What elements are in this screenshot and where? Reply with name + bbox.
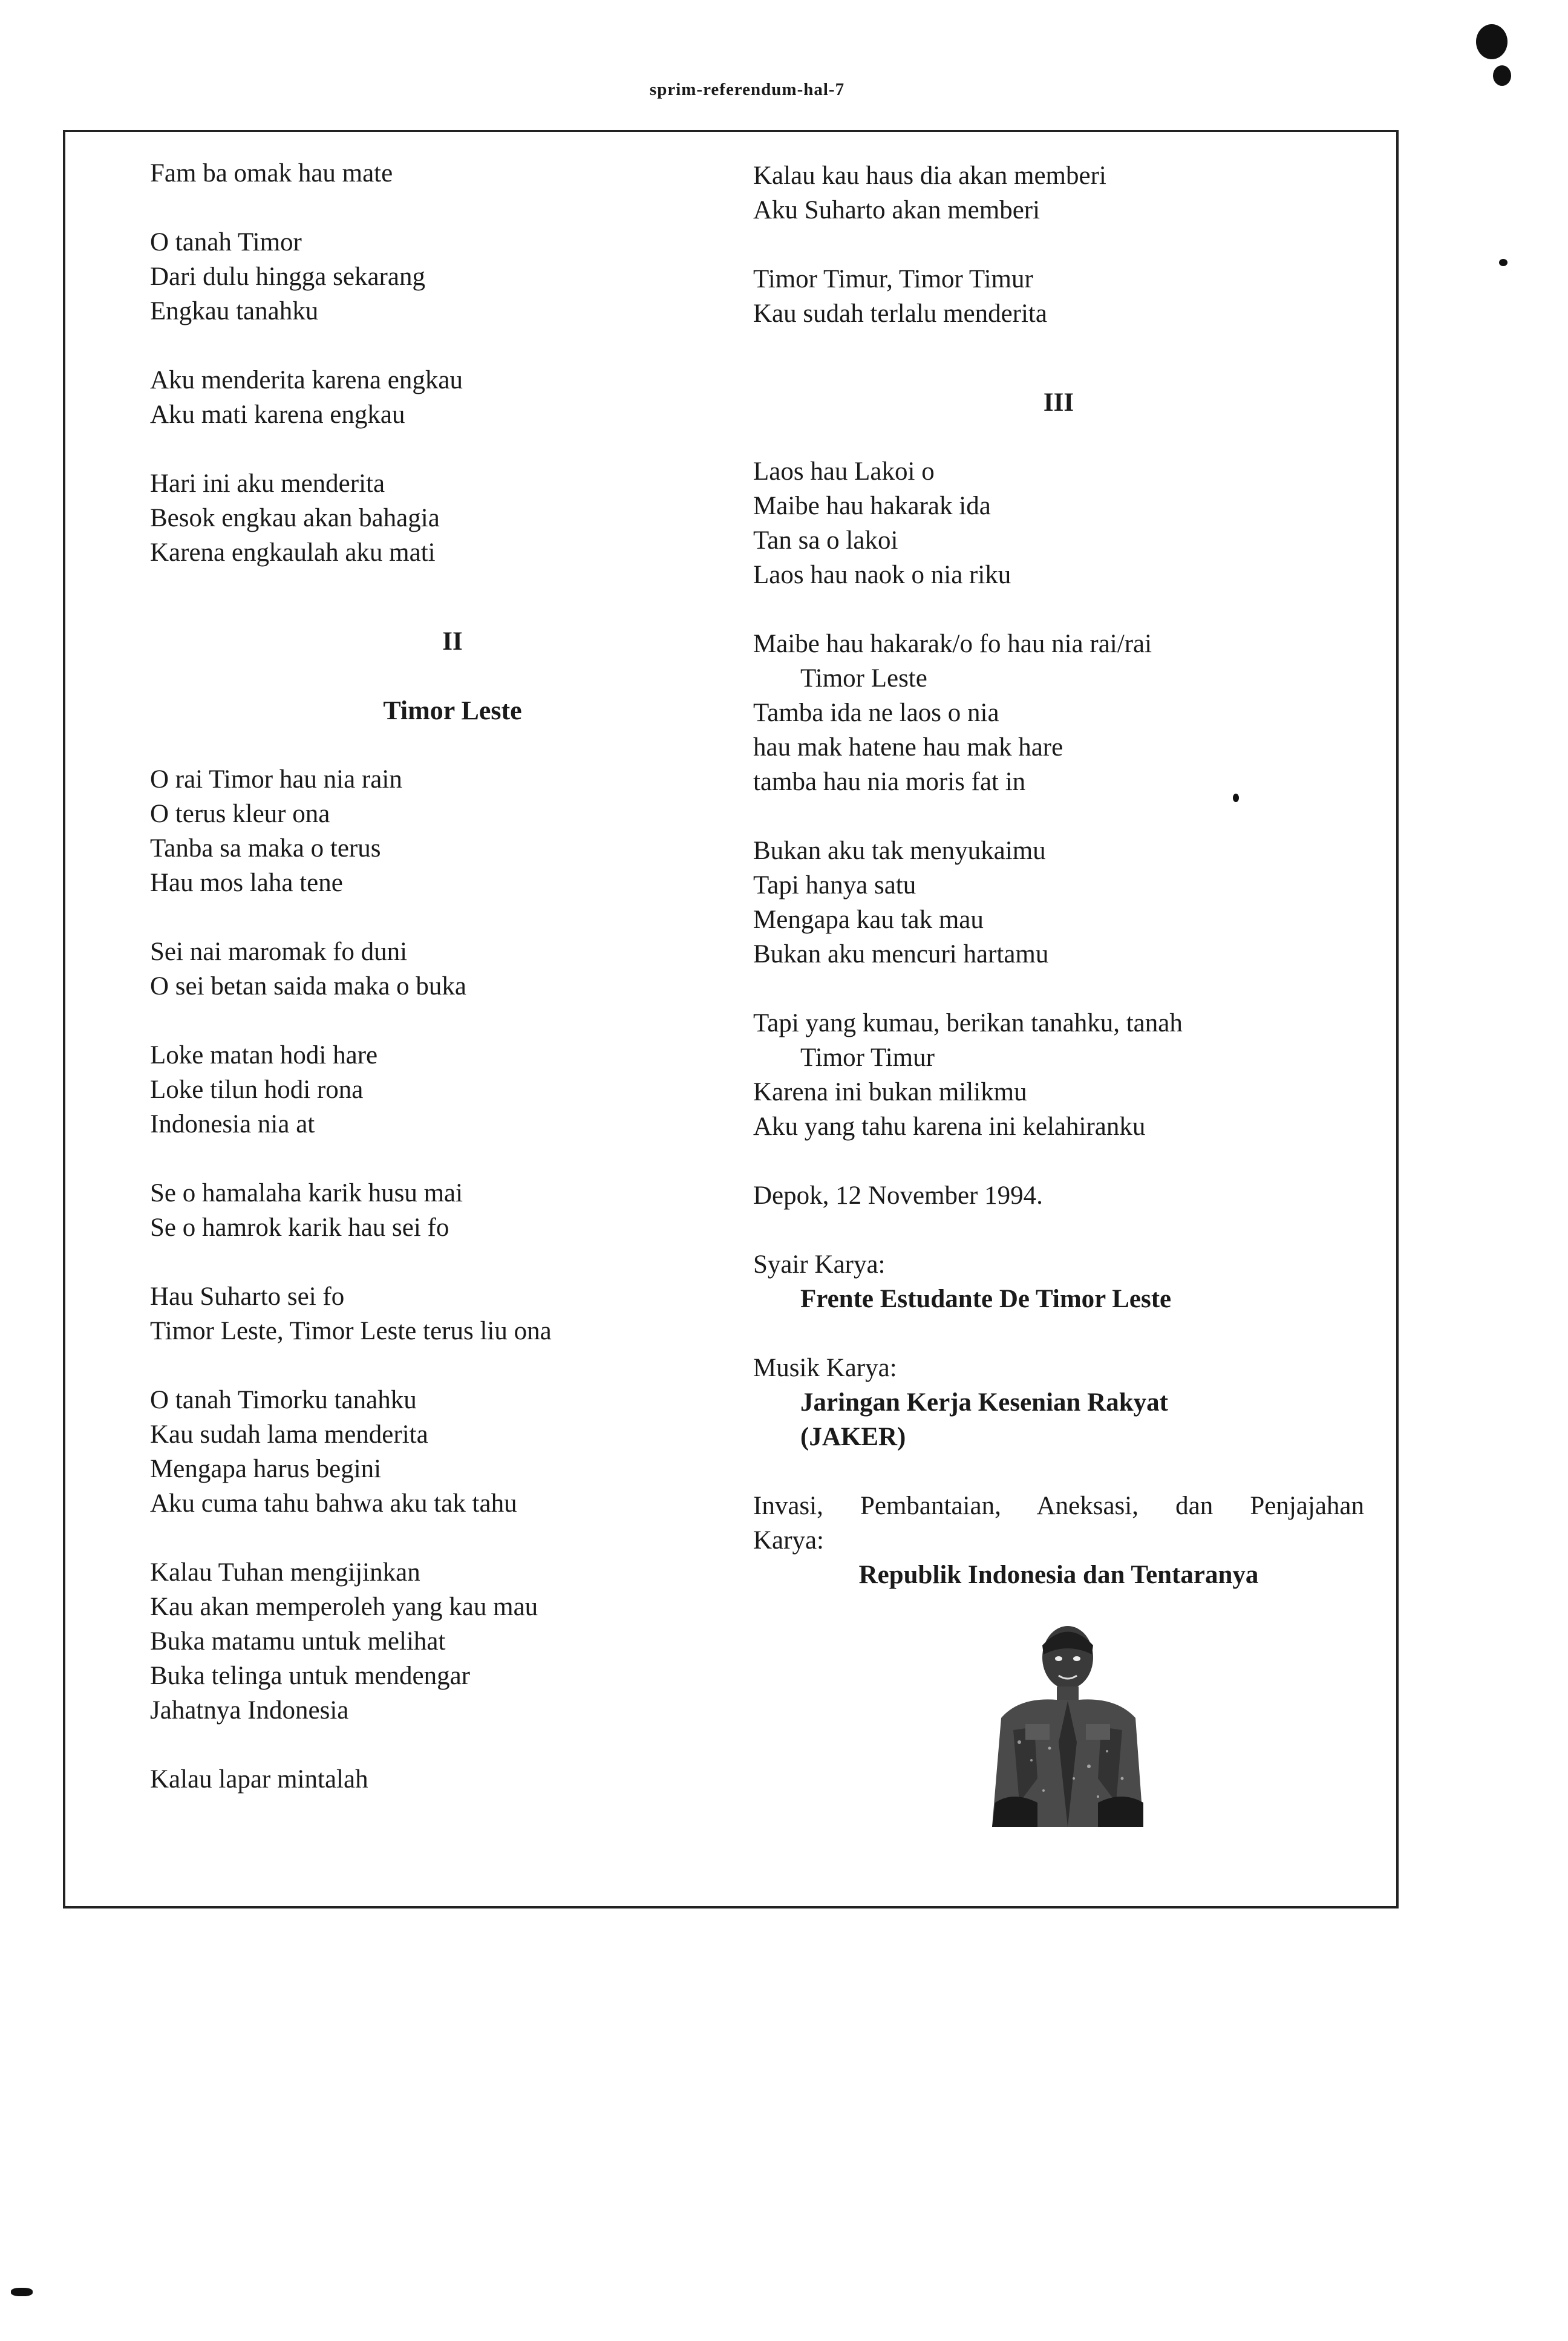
right-intro-stanzas <box>753 158 1364 331</box>
verse-line: O terus kleur ona <box>150 800 330 828</box>
verse-line: Bukan aku mencuri hartamu <box>753 940 1049 968</box>
invasion-author: Republik Indonesia dan Tentaranya <box>858 1561 1259 1589</box>
verse-line: Kalau lapar mintalah <box>150 1765 368 1794</box>
stanza <box>150 225 755 328</box>
left-stanzas <box>150 762 755 1797</box>
verse-line: Aku mati karena engkau <box>150 400 405 429</box>
verse-line: Hari ini aku menderita <box>150 469 385 498</box>
verse-line: Timor Timur <box>800 1043 935 1072</box>
verse-line: Kau sudah terlalu menderita <box>753 299 1047 328</box>
stanza <box>150 1038 755 1141</box>
verse-line: Timor Leste <box>800 664 927 693</box>
verse-line: Laos hau naok o nia riku <box>753 561 1011 589</box>
verse-line: Timor Timur, Timor Timur <box>753 265 1033 293</box>
scan-speck-top-right <box>1476 24 1508 59</box>
verse-line: O tanah Timor <box>150 228 302 256</box>
date-block <box>753 1178 1364 1213</box>
verse-line: Sei nai maromak fo duni <box>150 938 408 966</box>
stanza <box>150 762 755 900</box>
invasion-line-1: Invasi, Pembantaian, Aneksasi, dan Penjajahan <box>753 1492 1364 1520</box>
music-label: Musik Karya: <box>753 1354 897 1382</box>
stanza <box>150 1176 755 1245</box>
verse-line: Hau Suharto sei fo <box>150 1282 345 1311</box>
verse-line: Dari dulu hingga sekarang <box>150 263 425 291</box>
verse-line: Buka matamu untuk melihat <box>150 1627 446 1656</box>
lyrics-credit <box>753 1247 1364 1316</box>
music-credit <box>753 1351 1364 1454</box>
verse-line: Tanba sa maka o terus <box>150 834 381 863</box>
verse-line: Fam ba omak hau mate <box>150 159 393 188</box>
stanza <box>150 935 755 1004</box>
stanza <box>753 1006 1364 1144</box>
verse-line: O rai Timor hau nia rain <box>150 765 402 794</box>
invasion-line-2: Karya: <box>753 1526 824 1555</box>
verse-line: Aku Suharto akan memberi <box>753 196 1040 224</box>
stanza <box>150 1279 755 1348</box>
verse-line: Buka telinga untuk mendengar <box>150 1662 470 1690</box>
lyrics-label: Syair Karya: <box>753 1250 886 1279</box>
music-author-line-2: (JAKER) <box>800 1423 906 1451</box>
stanza <box>150 1383 755 1521</box>
stanza <box>150 1555 755 1728</box>
date-line: Depok, 12 November 1994. <box>753 1181 1043 1210</box>
right-stanzas <box>753 454 1364 1144</box>
verse-line: Tapi hanya satu <box>753 871 916 900</box>
verse-line: Engkau tanahku <box>150 297 319 325</box>
verse-line: Bukan aku tak menyukaimu <box>753 837 1046 865</box>
verse-line: Mengapa kau tak mau <box>753 906 984 934</box>
verse-line: Timor Leste, Timor Leste terus liu ona <box>150 1317 552 1345</box>
scan-speck-right <box>1499 259 1508 266</box>
verse-line: Aku cuma tahu bahwa aku tak tahu <box>150 1489 517 1518</box>
verse-line: Maibe hau hakarak ida <box>753 492 991 520</box>
verse-line: Karena engkaulah aku mati <box>150 538 436 567</box>
invasion-credit <box>753 1489 1364 1592</box>
stanza <box>753 454 1364 592</box>
verse-line: Laos hau Lakoi o <box>753 457 935 486</box>
left-column <box>150 156 755 1831</box>
stanza <box>753 627 1364 799</box>
verse-line: Aku menderita karena engkau <box>150 366 463 394</box>
stanza <box>150 156 755 191</box>
scan-speck-top-right-2 <box>1493 65 1511 86</box>
section-number-ii: II <box>442 627 463 656</box>
verse-line: Se o hamrok karik hau sei fo <box>150 1213 449 1242</box>
stanza <box>753 158 1364 227</box>
stanza <box>150 1762 755 1797</box>
section-title: Timor Leste <box>383 696 522 725</box>
verse-line: Indonesia nia at <box>150 1110 315 1138</box>
stanza <box>150 363 755 432</box>
verse-line: Karena ini bukan milikmu <box>753 1078 1027 1106</box>
verse-line: Hau mos laha tene <box>150 869 343 897</box>
verse-line: O sei betan saida maka o buka <box>150 972 466 1001</box>
verse-line: Aku yang tahu karena ini kelahiranku <box>753 1112 1146 1141</box>
verse-line: Loke tilun hodi rona <box>150 1076 364 1104</box>
soldier-portrait-image <box>977 1621 1158 1827</box>
verse-line: Kau sudah lama menderita <box>150 1420 428 1449</box>
verse-line: Tapi yang kumau, berikan tanahku, tanah <box>753 1009 1183 1037</box>
verse-line: Mengapa harus begini <box>150 1455 382 1483</box>
verse-line: Kalau kau haus dia akan memberi <box>753 162 1106 190</box>
verse-line: hau mak hatene hau mak hare <box>753 733 1063 762</box>
stanza <box>753 834 1364 971</box>
verse-line: O tanah Timorku tanahku <box>150 1386 417 1414</box>
verse-line: Kau akan memperoleh yang kau mau <box>150 1593 538 1621</box>
verse-line: Kalau Tuhan mengijinkan <box>150 1558 420 1587</box>
verse-line: Besok engkau akan bahagia <box>150 504 440 532</box>
music-author-line-1: Jaringan Kerja Kesenian Rakyat <box>800 1388 1168 1417</box>
lyrics-author: Frente Estudante De Timor Leste <box>800 1285 1172 1313</box>
stanza <box>150 466 755 570</box>
page-header: sprim-referendum-hal-7 <box>649 80 845 99</box>
left-intro-stanzas <box>150 156 755 570</box>
right-column <box>753 158 1364 1627</box>
verse-line: tamba hau nia moris fat in <box>753 768 1026 796</box>
verse-line: Tan sa o lakoi <box>753 526 898 555</box>
verse-line: Tamba ida ne laos o nia <box>753 699 999 727</box>
verse-line: Loke matan hodi hare <box>150 1041 378 1069</box>
scan-speck-bottom-left <box>11 2288 33 2296</box>
stanza <box>753 262 1364 331</box>
section-number-iii: III <box>1043 388 1074 417</box>
scan-speck-mid <box>1233 794 1239 802</box>
verse-line: Maibe hau hakarak/o fo hau nia rai/rai <box>753 630 1152 658</box>
verse-line: Jahatnya Indonesia <box>150 1696 349 1725</box>
verse-line: Se o hamalaha karik husu mai <box>150 1179 463 1207</box>
